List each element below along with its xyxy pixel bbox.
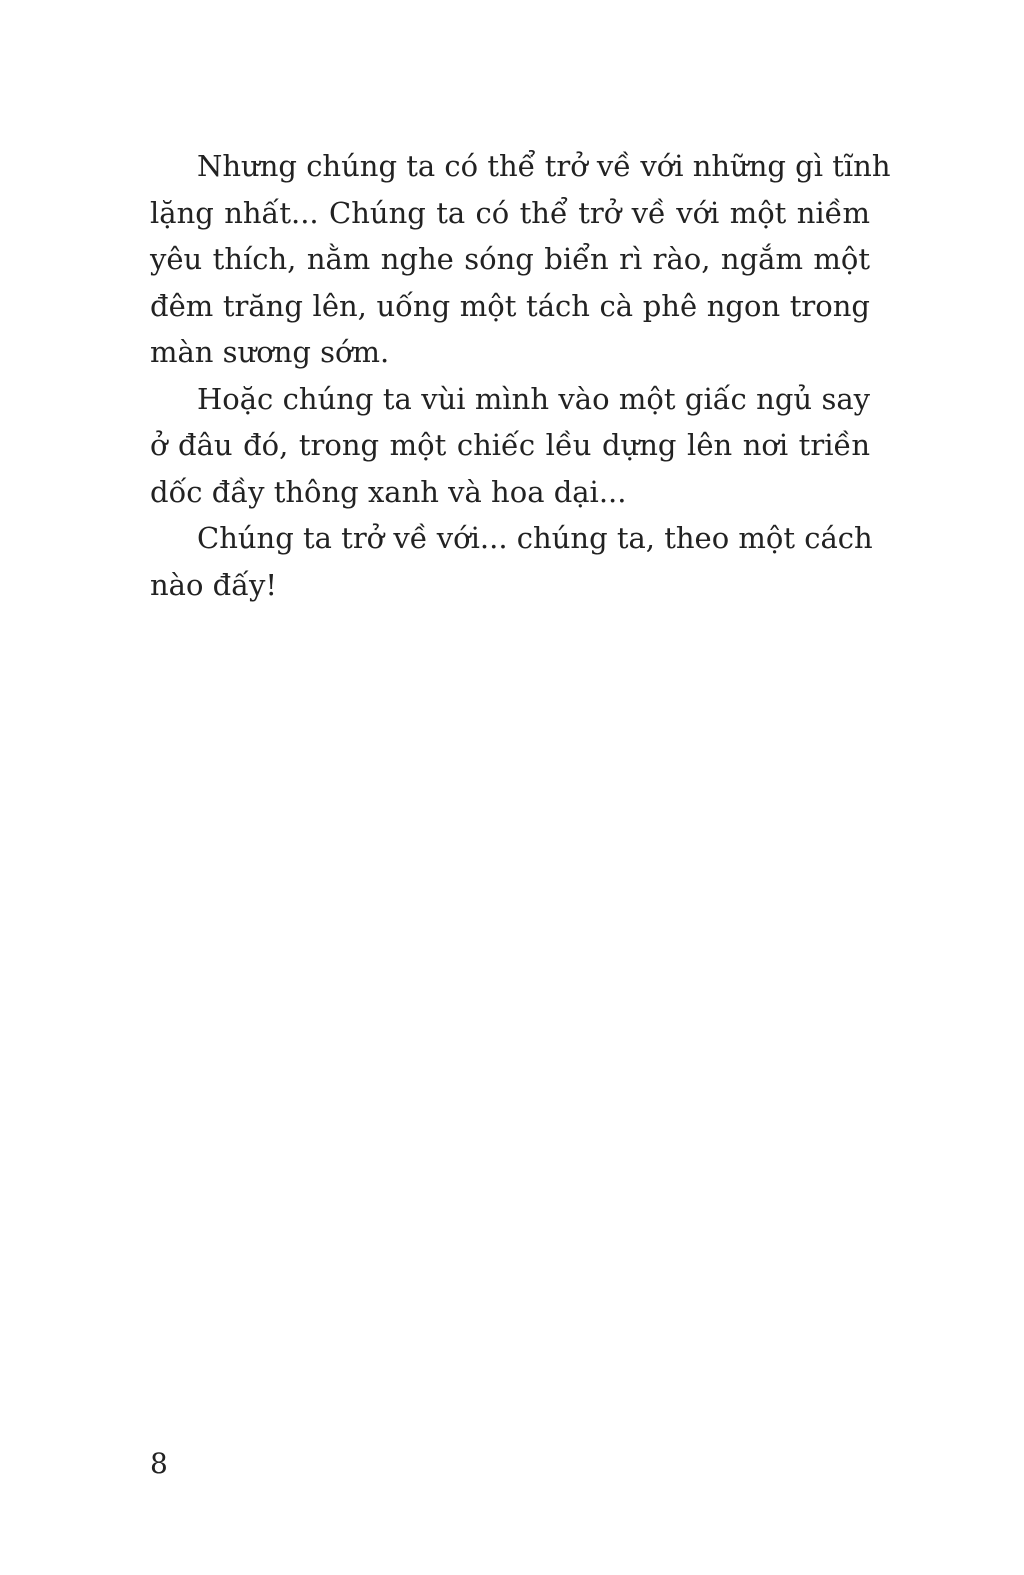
text-line: ở đâu đó, trong một chiếc lều dựng lên nơi triền (150, 428, 870, 462)
paragraph-2 (150, 376, 870, 516)
page-number: 8 (150, 1447, 168, 1480)
text-line: đêm trăng lên, uống một tách cà phê ngon trong (150, 288, 870, 323)
body-text (150, 143, 891, 608)
text-line: dốc đầy thông xanh và hoa dại... (150, 474, 627, 509)
paragraph-1 (150, 143, 891, 376)
text-line: Chúng ta trở về với... chúng ta, theo một cách (197, 521, 873, 555)
text-line: yêu thích, nằm nghe sóng biển rì rào, ngắm một (150, 242, 870, 276)
text-line: màn sương sớm. (150, 335, 390, 369)
text-line: Hoặc chúng ta vùi mình vào một giấc ngủ say (197, 381, 870, 416)
text-line: nào đấy! (150, 567, 278, 602)
text-line: lặng nhất... Chúng ta có thể trở về với một niềm (150, 195, 870, 230)
text-line: Nhưng chúng ta có thể trở về với những gì tĩnh (197, 149, 891, 183)
paragraph-3 (150, 515, 873, 608)
